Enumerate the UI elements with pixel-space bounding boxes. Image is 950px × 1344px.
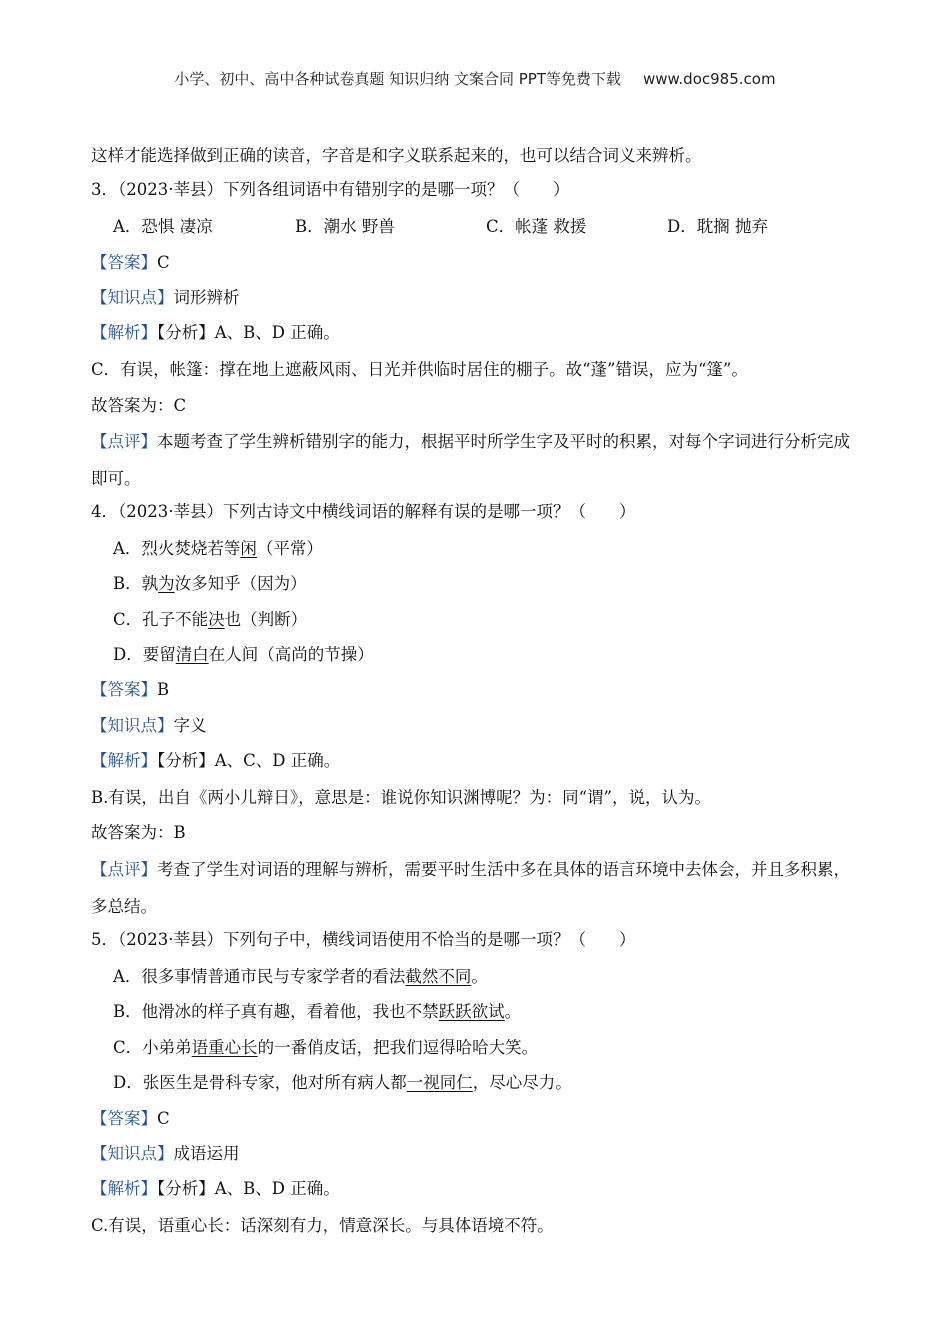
q3-option-b: B．潮水 野兽 xyxy=(295,217,395,236)
q3-option-d: D．耽搁 抛弃 xyxy=(667,217,768,236)
q4-answer: 【答案】B xyxy=(91,680,170,699)
q4-analysis: 【解析】【分析】A、C、D 正确。 xyxy=(91,751,341,770)
answer-tag: 【答案】 xyxy=(91,253,157,272)
q5-stem: 5．（2023·莘县）下列句子中，横线词语使用不恰当的是哪一项？（ ） xyxy=(91,930,636,949)
q4-option-b: B．孰为汝多知乎（因为） xyxy=(113,574,307,593)
q3-analysis xyxy=(91,323,340,343)
q5-option-a: A．很多事情普通市民与专家学者的看法截然不同。 xyxy=(113,967,488,986)
q3-detail: C．有误，帐篷：撑在地上遮蔽风雨、日光并供临时居住的棚子。故“蓬”错误，应为“篷”。 xyxy=(91,360,748,379)
q5-answer: 【答案】C xyxy=(91,1109,170,1128)
q3-comment xyxy=(91,423,851,497)
intro-text: 这样才能选择做到正确的读音，字音是和字义联系起来的，也可以结合词义来辨析。 xyxy=(91,146,702,165)
q4-knowledge: 【知识点】字义 xyxy=(91,716,207,735)
q5-detail: C.有误，语重心长：话深刻有力，情意深长。与具体语境不符。 xyxy=(91,1216,554,1235)
q4-stem: 4．（2023·莘县）下列古诗文中横线词语的解释有误的是哪一项？（ ） xyxy=(91,502,636,521)
knowledge-tag: 【知识点】 xyxy=(91,288,174,307)
q5-analysis: 【解析】【分析】A、B、D 正确。 xyxy=(91,1179,340,1198)
q3-comment-value: 本题考查了学生辨析错别字的能力，根据平时所学生字及平时的积累，对每个字词进行分析完成即可。 xyxy=(91,432,850,488)
q3-answer xyxy=(91,253,170,273)
q3-stem: 3．（2023·莘县）下列各组词语中有错别字的是哪一项？（ ） xyxy=(91,180,570,199)
q3-final: 故答案为：C xyxy=(91,396,187,415)
header-text: 小学、初中、高中各种试卷真题 知识归纳 文案合同 PPT等免费下载 xyxy=(174,70,621,88)
q5-knowledge: 【知识点】成语运用 xyxy=(91,1144,240,1163)
q4-comment: 【点评】考查了学生对词语的理解与辨析，需要平时生活中多在具体的语言环境中去体会，并且多积累，多总结。 xyxy=(91,860,850,916)
q3-analysis-value: A、B、D 正确。 xyxy=(214,323,340,342)
page-header xyxy=(0,68,950,89)
q5-option-c: C．小弟弟语重心长的一番俏皮话，把我们逗得哈哈大笑。 xyxy=(113,1038,539,1057)
q4-option-c: C．孔子不能决也（判断） xyxy=(113,610,308,629)
fenxi-tag: 【分析】 xyxy=(157,323,215,342)
header-site-link[interactable]: www.doc985.com xyxy=(642,70,776,88)
q3-option-c: C．帐蓬 救援 xyxy=(486,217,587,236)
q4-final: 故答案为：B xyxy=(91,823,186,842)
q5-option-b: B．他滑冰的样子真有趣，看着他，我也不禁跃跃欲试。 xyxy=(113,1002,522,1021)
jiexi-tag: 【解析】 xyxy=(91,323,157,342)
q3-option-a: A．恐惧 凄凉 xyxy=(113,217,213,236)
q3-answer-value: C xyxy=(157,253,170,272)
dianping-tag: 【点评】 xyxy=(91,432,157,451)
q4-option-a: A．烈火焚烧若等闲（平常） xyxy=(113,539,323,558)
q5-option-d: D．张医生是骨科专家，他对所有病人都一视同仁，尽心尽力。 xyxy=(113,1073,572,1092)
q3-knowledge-value: 词形辨析 xyxy=(173,288,240,307)
q4-detail: B.有误，出自《两小儿辩日》，意思是：谁说你知识渊博呢？为：同“谓”，说，认为。 xyxy=(91,788,711,807)
q4-option-d: D．要留清白在人间（高尚的节操） xyxy=(113,645,374,664)
q3-options xyxy=(91,217,768,237)
q3-knowledge xyxy=(91,288,240,308)
